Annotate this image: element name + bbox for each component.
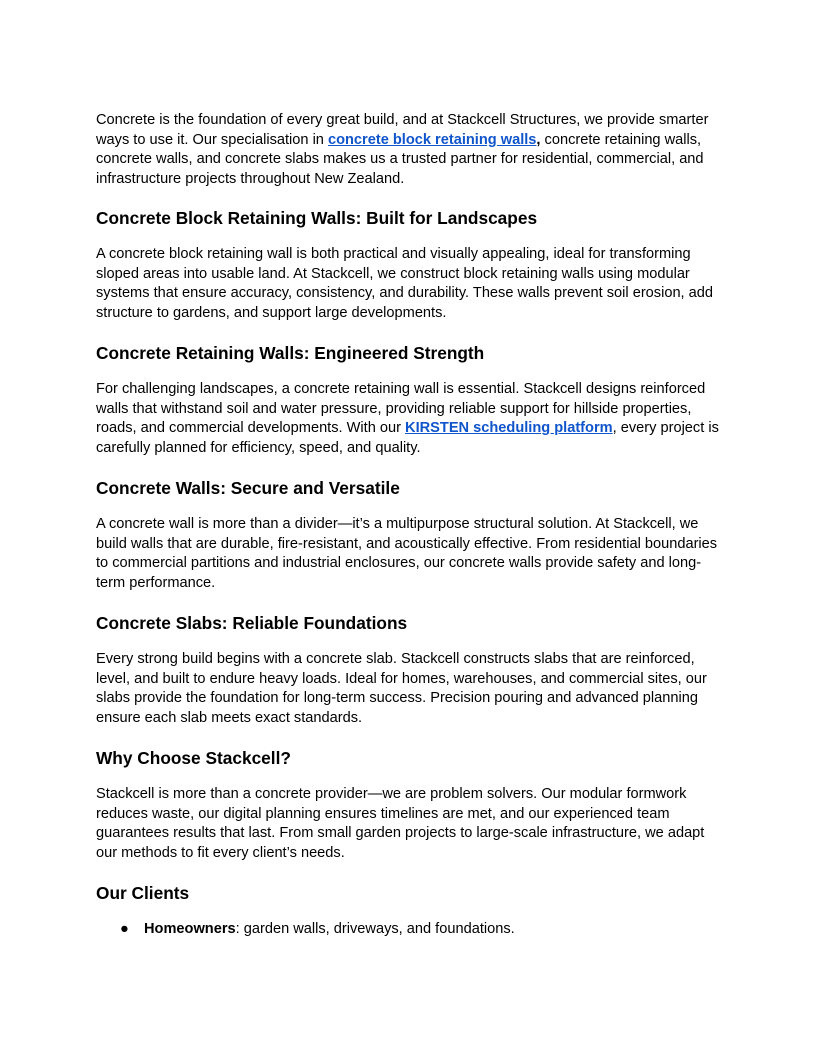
list-item xyxy=(113,920,726,940)
clients-list xyxy=(96,920,726,940)
paragraph-concrete-walls: A concrete wall is more than a divider—it’s a multipurpose structural solution. At Stackcell, we build walls that are durable, fire-resistant, and acoustically effective. From residential boundaries to commercial partitions and industrial enclosures, our concrete walls provide safety and long-term performance. xyxy=(96,516,718,591)
intro-comma: , xyxy=(536,131,541,148)
intro-text-after: concrete retaining walls, concrete walls, and concrete slabs makes us a trusted partner for residential, commercial, and infrastructure projects throughout New Zealand. xyxy=(96,131,704,187)
intro-text-before: Concrete is the foundation of every great build, and at Stackcell Structures, we provide smarter ways to use it. Our specialisation in xyxy=(96,112,709,148)
paragraph-why-choose: Stackcell is more than a concrete provider—we are problem solvers. Our modular formwork reduces waste, our digital planning ensures timelines are met, and our experienced team guarantees results that last. From small garden projects to large-scale infrastructure, we adapt our methods to fit every client’s needs. xyxy=(96,786,705,861)
document-page xyxy=(96,111,726,940)
paragraph-retaining-walls xyxy=(96,380,726,458)
heading-our-clients: Our Clients xyxy=(96,883,190,903)
intro-paragraph xyxy=(96,111,726,189)
retaining-text-before: For challenging landscapes, a concrete retaining wall is essential. Stackcell designs reinforced walls that withstand soil and water pressure, providing reliable support for hillside properties, roads, and commercial developments. With our xyxy=(96,381,706,436)
paragraph-block-retaining-walls: A concrete block retaining wall is both practical and visually appealing, ideal for transforming sloped areas into usable land. At Stackcell, we construct block retaining walls using modular systems that ensure accuracy, consistency, and durability. These walls prevent soil erosion, add structure to gardens, and support large developments. xyxy=(96,246,714,321)
paragraph-concrete-slabs: Every strong build begins with a concrete slab. Stackcell constructs slabs that are reinforced, level, and built to endure heavy loads. Ideal for homes, warehouses, and commercial sites, our slabs provide the foundation for long-term success. Precision pouring and advanced planning ensure each slab meets exact standards. xyxy=(96,651,707,726)
client-text: : garden walls, driveways, and foundations. xyxy=(235,921,515,937)
heading-concrete-slabs: Concrete Slabs: Reliable Foundations xyxy=(96,613,408,633)
bullet-icon: ● xyxy=(120,921,129,937)
client-label: Homeowners xyxy=(144,921,236,937)
heading-why-choose: Why Choose Stackcell? xyxy=(96,748,291,768)
heading-retaining-walls: Concrete Retaining Walls: Engineered Strength xyxy=(96,343,485,363)
heading-concrete-walls: Concrete Walls: Secure and Versatile xyxy=(96,478,400,498)
concrete-block-retaining-walls-link[interactable]: concrete block retaining walls xyxy=(327,131,537,148)
kirsten-scheduling-platform-link[interactable]: KIRSTEN scheduling platform xyxy=(405,420,613,436)
heading-block-retaining-walls: Concrete Block Retaining Walls: Built for Landscapes xyxy=(96,208,538,228)
retaining-text-after: , every project is carefully planned for efficiency, speed, and quality. xyxy=(96,420,719,456)
